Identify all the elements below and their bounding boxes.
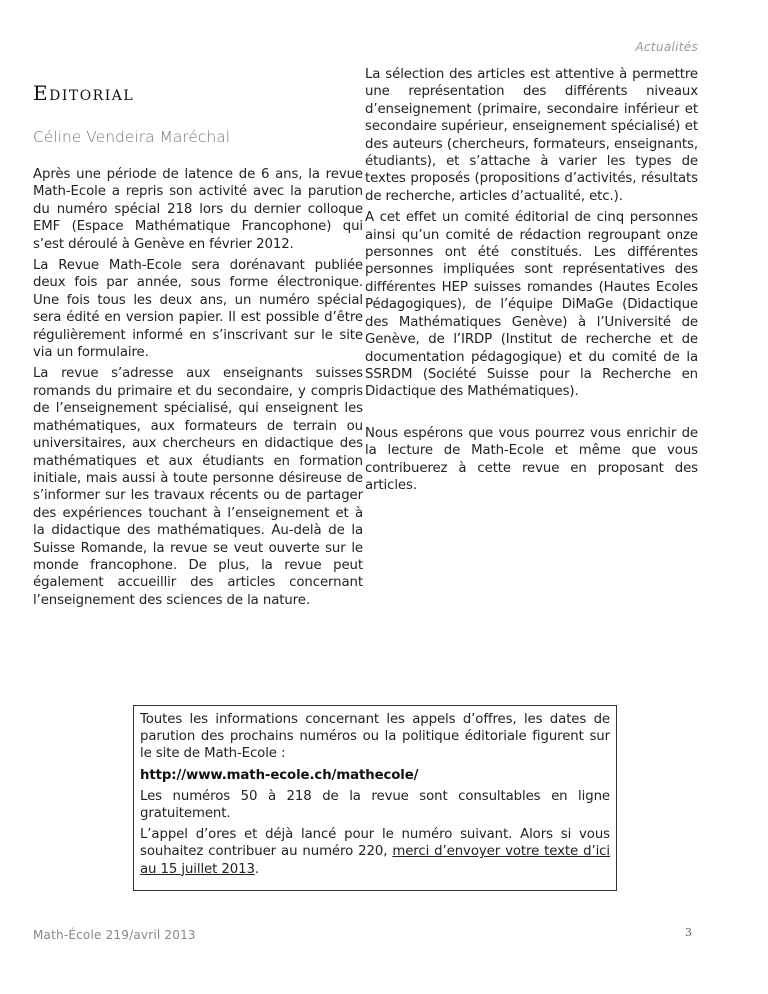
info-call xyxy=(140,826,610,878)
article-title: Editorial xyxy=(33,81,135,106)
info-box xyxy=(133,705,617,891)
call-end: . xyxy=(254,861,259,877)
left-column xyxy=(33,166,363,613)
article-author: Céline Vendeira Maréchal xyxy=(33,128,231,146)
section-label: Actualités xyxy=(635,40,698,54)
website-link[interactable]: http://www.math-ecole.ch/mathecole/ xyxy=(140,767,419,783)
page-number: 3 xyxy=(685,926,692,939)
info-archive: Les numéros 50 à 218 de la revue sont consultables en ligne gratuitement. xyxy=(140,788,610,822)
paragraph: La revue s’adresse aux enseignants suisses romands du primaire et du secondaire, y compris de l’enseignement spécialisé, qui enseignent les mathématiques, aux formateurs de terrain ou universitaires, aux chercheurs en didactique des mathématiques et aux étudiants en formation initiale, mais aussi à toute personne désireuse de s’informer sur les travaux récents ou de partager des expériences touchant à l’enseignement et à la didactique des mathématiques. Au-delà de la Suisse Romande, la revue se veut ouverte sur le monde francophone. De plus, la revue peut également accueillir des articles concernant l’enseignement des sciences de la nature. xyxy=(33,366,363,608)
paragraph: La sélection des articles est attentive à permettre une représentation des différents niveaux d’enseignement (primaire, secondaire inférieur et secondaire supérieur, enseignement spécialisé) et des auteurs (chercheurs, formateurs, enseignants, étudiants), et s’attache à varier les types de textes proposés (propositions d’activités, résultats de recherche, articles d’actualité, etc.). xyxy=(365,67,698,204)
right-column xyxy=(365,66,698,498)
call-text: L’appel d’ores et déjà lancé pour le numéro suivant. Alors si vous souhaitez contribuer au numéro 220, xyxy=(140,827,610,860)
paragraph: Après une période de latence de 6 ans, la revue Math-Ecole a repris son activité avec la parution du numéro spécial 218 lors du dernier colloque EMF (Espace Mathématique Francophone) qui s’est déroulé à Genève en février 2012. xyxy=(33,167,363,252)
paragraph: Nous espérons que vous pourrez vous enrichir de la lecture de Math-Ecole et même que vous contribuerez à cette revue en proposant des articles. xyxy=(365,425,698,493)
info-intro: Toutes les informations concernant les appels d’offres, les dates de parution des prochains numéros ou la politique éditoriale figurent sur le site de Math-Ecole : xyxy=(140,712,610,762)
paragraph: A cet effet un comité éditorial de cinq personnes ainsi qu’un comité de rédaction regroupant onze personnes ont été constitués. Les différentes personnes impliquées sont représentatives des différentes HEP suisses romandes (Hautes Ecoles Pédagogiques), de l’équipe DiMaGe (Didactique des Mathématiques Genève) à l’Université de Genève, de l’IRDP (Institut de recherche et de documentation pédagogique) et du comité de la SSRDM (Société Suisse pour la Recherche en Didactique des Mathématiques). xyxy=(365,210,698,400)
issue-footer: Math-École 219/avril 2013 xyxy=(33,928,196,942)
call-deadline: merci d’envoyer votre texte d’ici au 15 juillet 2013 xyxy=(140,844,610,877)
paragraph: La Revue Math-Ecole sera dorénavant publiée deux fois par année, sous forme électronique. Une fois tous les deux ans, un numéro spécial sera édité en version papier. Il est possible d’être régulièrement informé en s’inscrivant sur le site via un formulaire. xyxy=(33,258,363,361)
